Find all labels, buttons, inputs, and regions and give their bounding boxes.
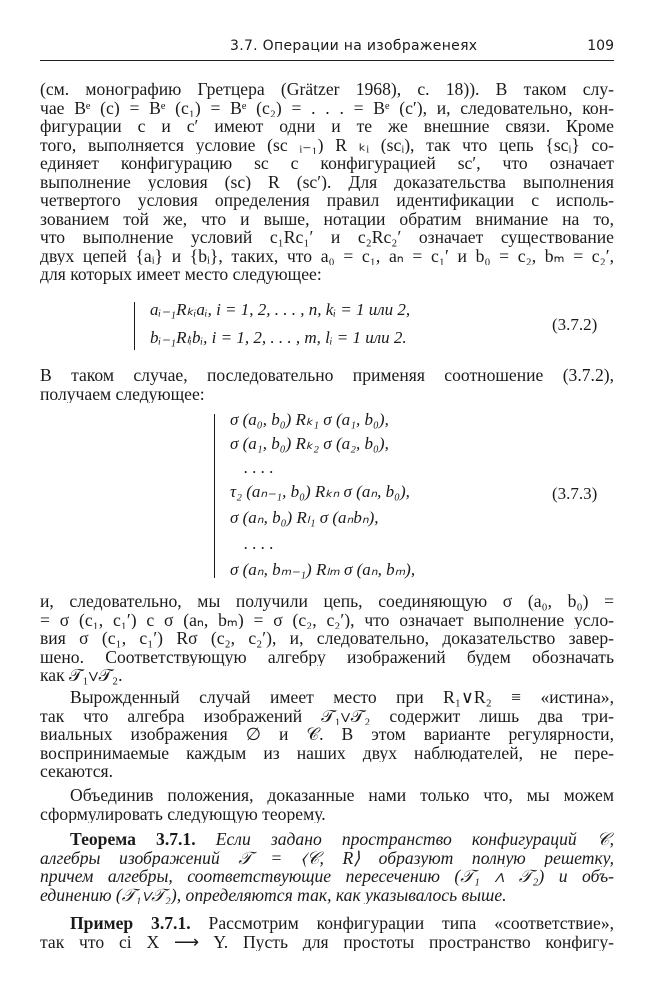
text-line: причем алгебры, соответствующие пересечению (𝒯₁ ∧ 𝒯₂) и объ- (40, 867, 614, 886)
text-line: В таком случае, последовательно применяя соотношение (3.7.2), (40, 366, 614, 385)
text-line (40, 914, 614, 933)
running-header (40, 36, 614, 61)
text-line: чае Bᵉ (c) = Bᵉ (c₁) = Bᵉ (c₂) = . . . = Bᵉ (c′), и, следовательно, кон- (40, 98, 614, 117)
text-line: для которых имеет место следующее: (40, 265, 322, 284)
text-line: и, следовательно, мы получили цепь, соединяющую σ (a₀, b₀) = (40, 592, 614, 611)
text-line: вия σ (c₁, c₁′) Rσ (c₂, c₂′), и, следовательно, доказательство завер- (40, 629, 614, 648)
section-title: 3.7. Операции на изображенеях (230, 38, 478, 54)
equation-number: (3.7.2) (552, 315, 598, 334)
text-line: сформулировать следующую теорему. (40, 804, 326, 823)
text-line: фигурации c и c′ имеют одни и те же внешние связи. Кроме (40, 117, 614, 136)
paragraph-2 (40, 366, 614, 403)
left-brace (134, 302, 135, 350)
text-line: единению (𝒯₁∨𝒯₂), определяются так, как указывалось выше. (40, 885, 507, 904)
text-line: того, выполняется условие (sc ᵢ₋₁) R ₖᵢ (scᵢ), так что цепь {scᵢ} со- (40, 135, 614, 154)
text-line: как 𝒯₁∨𝒯₂. (40, 666, 123, 685)
theorem-3-7-1 (40, 830, 614, 904)
example-title: Пример 3.7.1. (70, 914, 191, 933)
equation-3-7-3 (0, 410, 652, 586)
text-line: алгебры изображений 𝒯 = ⟨𝒞, R⟩ образуют полную решетку, (40, 848, 614, 867)
example-text: Рассмотрим конфигурации типа «соответствие», (208, 914, 614, 933)
equation-number: (3.7.3) (552, 484, 598, 503)
text-line: (см. монографию Гретцера (Grätzer 1968), с. 18)). В таком слу- (40, 80, 614, 99)
equation-row: σ (a₁, b₀) Rₖ₂ σ (a₂, b₀), (230, 434, 389, 453)
text-line: двух цепей {aᵢ} и {bᵢ}, таких, что a₀ = c₁, aₙ = c₁′ и b₀ = c₂, bₘ = c₂′, (40, 246, 614, 265)
text-line: Вырожденный случай имеет место при R₁∨R₂ ≡ «истина», (70, 688, 614, 707)
text-line: зованием той же, что и выше, нотации обратим внимание на то, (40, 209, 614, 228)
text-line: виальных изображения ∅ и 𝒞. В этом варианте регулярности, (40, 725, 614, 744)
text-line: воспринимаемые каждым из наших двух наблюдателей, не пере- (40, 743, 614, 762)
text-line (40, 830, 614, 849)
paragraph-4 (40, 688, 614, 781)
equation-row: σ (a₀, b₀) Rₖ₁ σ (a₁, b₀), (230, 410, 389, 429)
equation-3-7-2 (0, 298, 652, 356)
left-brace (214, 414, 215, 578)
paragraph-3 (40, 592, 614, 685)
equation-row: . . . . (244, 534, 274, 553)
paragraph-1 (40, 80, 614, 284)
text-line: получаем следующее: (40, 384, 205, 403)
text-line: так что ci X ⟶ Y. Пусть для простоты пространство конфигу- (40, 932, 614, 951)
text-line: так что алгебра изображений 𝒯₁∨𝒯₂ содержит лишь два три- (40, 706, 614, 725)
theorem-title: Теорема 3.7.1. (70, 830, 196, 849)
equation-row: . . . . (244, 458, 274, 477)
theorem-text: Если задано пространство конфигураций 𝒞, (215, 830, 614, 849)
text-line: четвертого условия определения правил идентификации с исполь- (40, 191, 614, 210)
page-number: 109 (587, 38, 614, 54)
text-line: выполнение условия (sc) R (sc′). Для доказательства выполнения (40, 172, 614, 191)
example-3-7-1 (40, 914, 614, 951)
equation-row: σ (aₙ, bₘ₋₁) Rₗₘ σ (aₙ, bₘ), (230, 560, 416, 579)
paragraph-5 (40, 786, 614, 823)
equation-row: τ₂ (aₙ₋₁, b₀) Rₖₙ σ (aₙ, b₀), (230, 482, 410, 501)
text-line: Объединив положения, доказанные нами только что, мы можем (70, 786, 614, 805)
equation-row: bᵢ₋₁Rₗᵢbᵢ, i = 1, 2, . . . , m, lᵢ = 1 или 2. (150, 328, 407, 347)
text-line: = σ (c₁, c₁′) с σ (aₙ, bₘ) = σ (c₂, c₂′), что означает выполнение усло- (40, 610, 614, 629)
text-line: единяет конфигурацию sc с конфигурацией sc′, что означает (40, 154, 614, 173)
equation-row: σ (aₙ, b₀) Rₗ₁ σ (aₙbₙ), (230, 508, 379, 527)
text-line: что выполнение условий c₁Rc₁′ и c₂Rc₂′ означает существование (40, 228, 614, 247)
text-line: секаются. (40, 762, 114, 781)
equation-row: aᵢ₋₁Rₖᵢaᵢ, i = 1, 2, . . . , n, kᵢ = 1 или 2, (150, 300, 411, 319)
text-line: шено. Соответствующую алгебру изображений будем обозначать (40, 647, 614, 666)
